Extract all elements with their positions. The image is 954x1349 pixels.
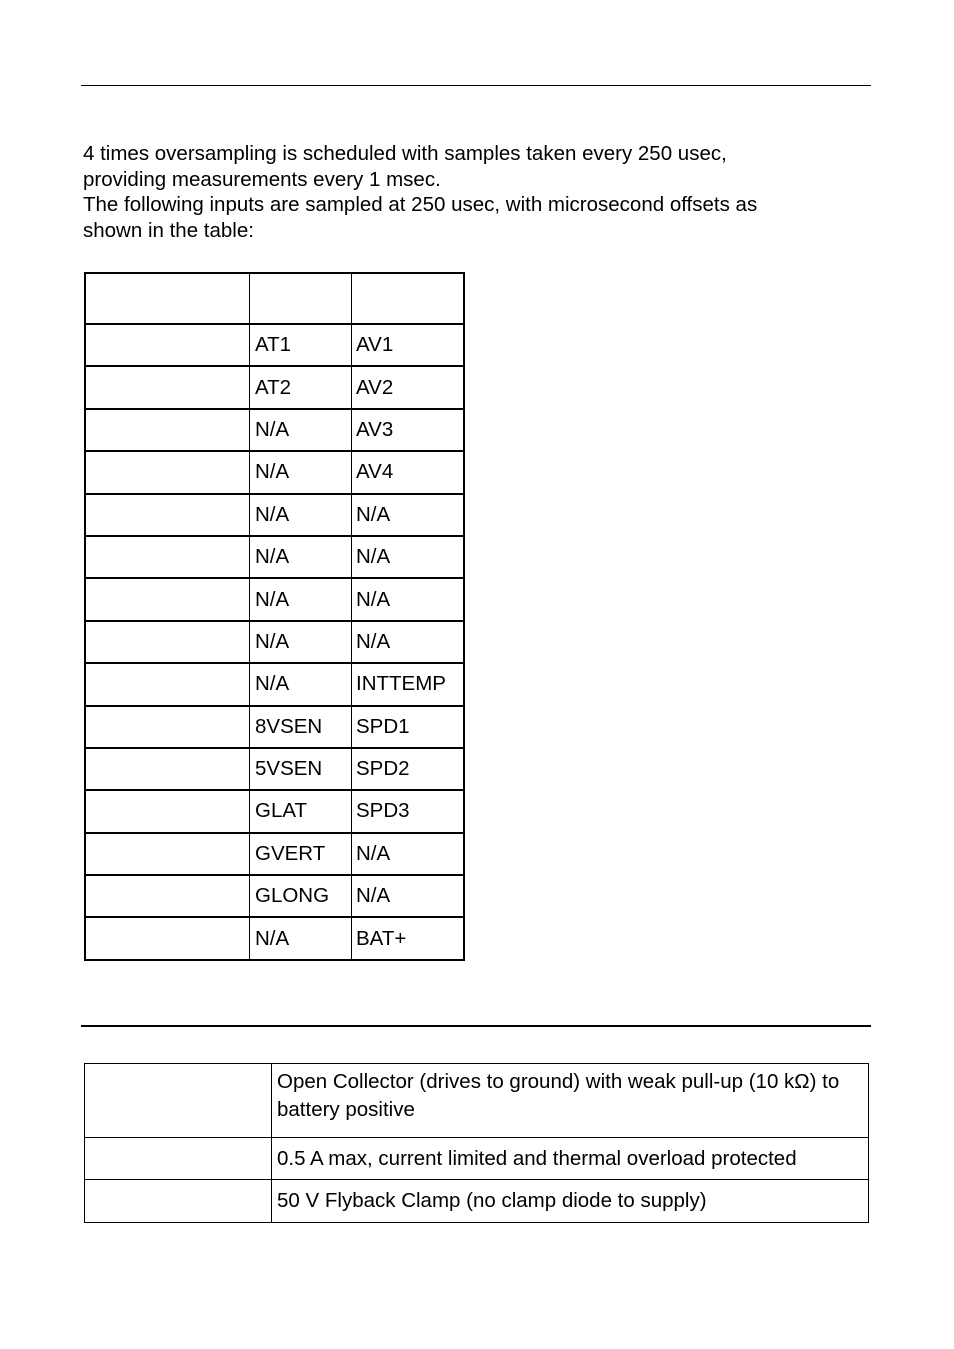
intro-line: shown in the table:	[83, 219, 254, 243]
table-row	[85, 451, 464, 493]
table-cell: N/A	[250, 494, 352, 536]
table-cell: SPD2	[352, 748, 465, 790]
table-header-row	[85, 273, 464, 324]
table-row	[85, 494, 464, 536]
table-cell: N/A	[250, 621, 352, 663]
table-row	[85, 833, 464, 875]
table-cell: N/A	[250, 578, 352, 620]
sampling-table	[84, 272, 465, 961]
table-cell: BAT+	[352, 917, 465, 959]
table-cell: N/A	[250, 663, 352, 705]
table-cell: N/A	[352, 875, 465, 917]
spec-value-cell: Open Collector (drives to ground) with weak pull-up (10 kΩ) to battery positive	[272, 1064, 869, 1138]
table-cell	[85, 494, 250, 536]
table-cell: SPD3	[352, 790, 465, 832]
table-cell: AT2	[250, 366, 352, 408]
table-cell	[85, 833, 250, 875]
table-cell	[85, 917, 250, 959]
table-cell: N/A	[352, 536, 465, 578]
table-cell: AV4	[352, 451, 465, 493]
table-row	[85, 790, 464, 832]
table-cell	[85, 578, 250, 620]
table-cell	[85, 536, 250, 578]
table-cell: 5VSEN	[250, 748, 352, 790]
table-row	[85, 663, 464, 705]
table-cell	[85, 409, 250, 451]
intro-line: 4 times oversampling is scheduled with samples taken every 250 usec,	[83, 142, 727, 165]
header-cell	[250, 273, 352, 324]
table-cell: AV3	[352, 409, 465, 451]
table-row	[85, 324, 464, 366]
table-cell: N/A	[250, 409, 352, 451]
table-cell	[85, 790, 250, 832]
spec-value-cell: 50 V Flyback Clamp (no clamp diode to supply)	[272, 1180, 869, 1223]
spec-label-cell	[85, 1180, 272, 1223]
table-cell: N/A	[352, 578, 465, 620]
section-rule	[81, 1025, 871, 1027]
table-cell: 8VSEN	[250, 706, 352, 748]
table-cell: GVERT	[250, 833, 352, 875]
table-cell	[85, 748, 250, 790]
table-row	[85, 748, 464, 790]
table-row	[85, 409, 464, 451]
spec-label-cell	[85, 1138, 272, 1180]
table-cell: GLAT	[250, 790, 352, 832]
table-cell: N/A	[250, 917, 352, 959]
table-row	[85, 1138, 869, 1180]
intro-line: The following inputs are sampled at 250 usec, with microsecond offsets as	[83, 193, 758, 217]
table-row	[85, 706, 464, 748]
table-row	[85, 1180, 869, 1223]
table-row	[85, 917, 464, 959]
table-cell: AV1	[352, 324, 465, 366]
table-cell	[85, 663, 250, 705]
table-cell: GLONG	[250, 875, 352, 917]
output-spec-table	[84, 1063, 869, 1223]
spec-value-cell: 0.5 A max, current limited and thermal overload protected	[272, 1138, 869, 1180]
table-cell	[85, 451, 250, 493]
table-cell: N/A	[352, 621, 465, 663]
table-cell	[85, 706, 250, 748]
table-row	[85, 366, 464, 408]
intro-line: providing measurements every 1 msec.	[83, 167, 441, 191]
intro-paragraph	[83, 141, 873, 244]
table-cell	[85, 324, 250, 366]
table-row	[85, 621, 464, 663]
table-cell	[85, 366, 250, 408]
table-cell: INTTEMP	[352, 663, 465, 705]
header-cell	[85, 273, 250, 324]
table-cell: SPD1	[352, 706, 465, 748]
table-cell	[85, 875, 250, 917]
table-cell: N/A	[250, 536, 352, 578]
table-cell: N/A	[250, 451, 352, 493]
table-cell: AT1	[250, 324, 352, 366]
table-cell: N/A	[352, 833, 465, 875]
header-rule	[81, 85, 871, 86]
table-row	[85, 536, 464, 578]
table-row	[85, 875, 464, 917]
table-row	[85, 578, 464, 620]
table-row	[85, 1064, 869, 1138]
table-cell: N/A	[352, 494, 465, 536]
table-cell	[85, 621, 250, 663]
spec-label-cell	[85, 1064, 272, 1138]
header-cell	[352, 273, 465, 324]
table-cell: AV2	[352, 366, 465, 408]
